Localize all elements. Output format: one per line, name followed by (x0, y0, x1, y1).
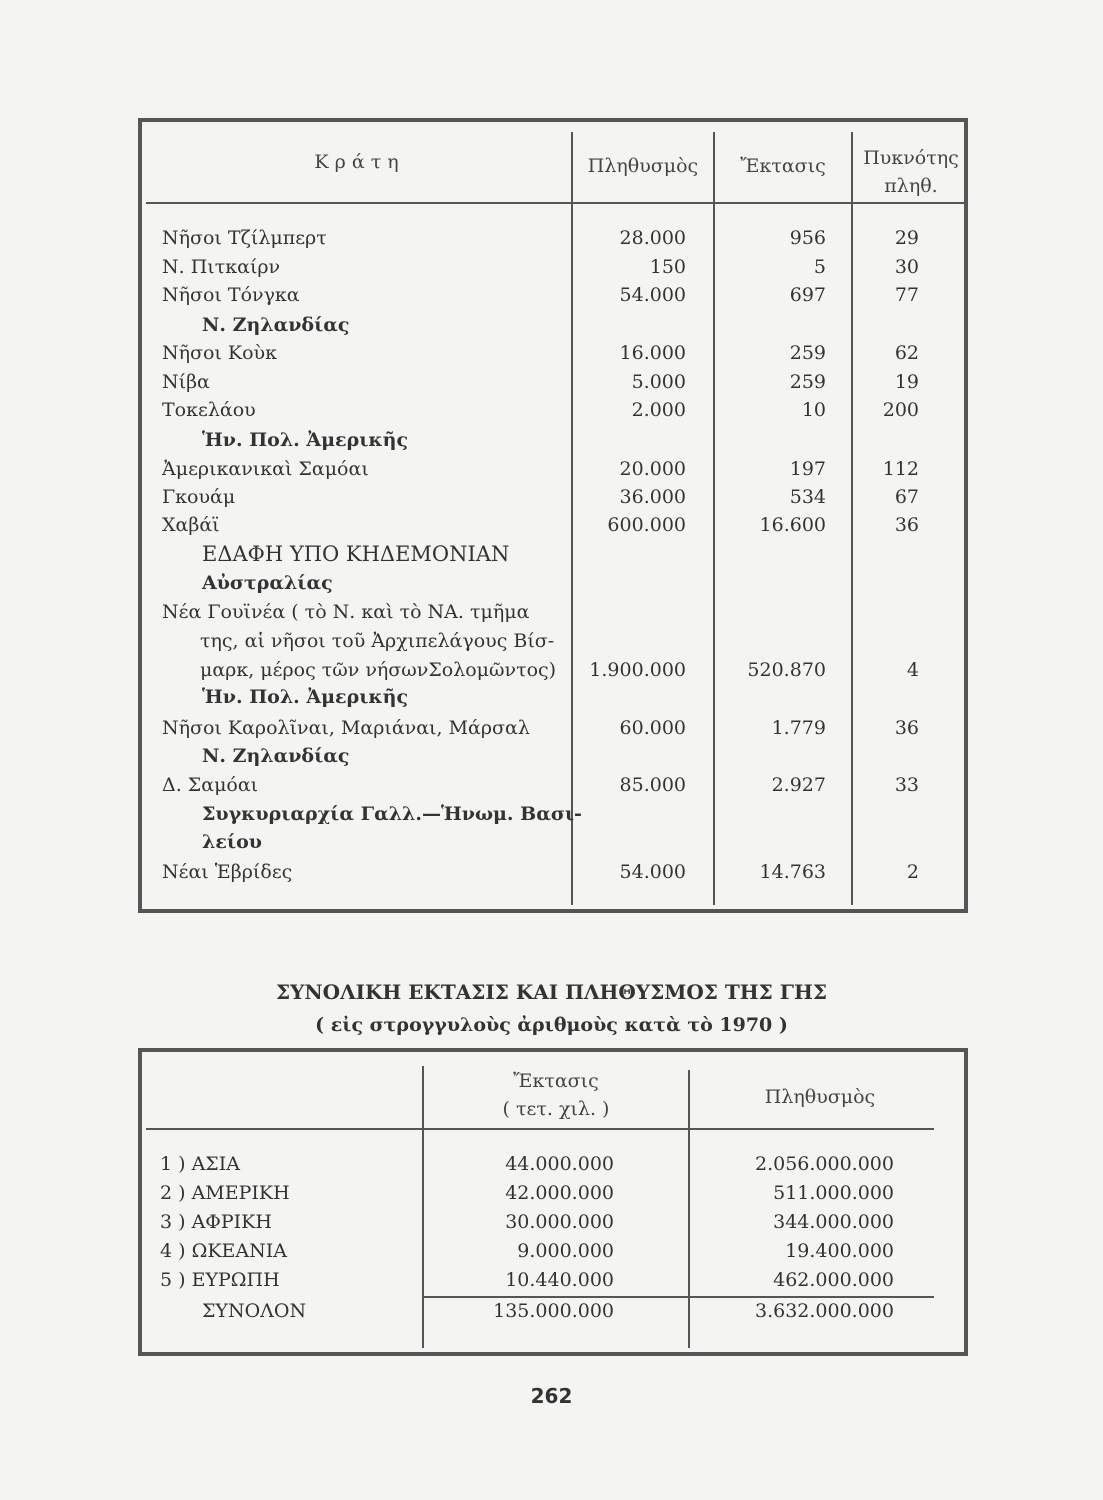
group-heading (142, 311, 964, 339)
section-subtitle: ( εἰς στρογγυλοὺς ἀριθμοὺς κατὰ τὸ 1970 ) (315, 1014, 788, 1036)
table-row (142, 598, 964, 626)
area-value: 44.000.000 (505, 1153, 614, 1175)
population-value: 344.000.000 (773, 1211, 894, 1233)
table-row (142, 455, 964, 483)
group-heading (142, 683, 964, 711)
header-area-1: Ἔκτασις (513, 1070, 599, 1092)
density-value: 77 (894, 284, 919, 306)
area-value: 697 (789, 284, 826, 306)
state-name: Νῆσοι Τόνγκα (162, 284, 300, 306)
state-name: Δ. Σαμόαι (162, 774, 259, 796)
area-value: 14.763 (759, 861, 826, 883)
density-value: 29 (894, 227, 919, 249)
density-value: 19 (894, 371, 919, 393)
header-population: Πληθυσμὸς (587, 155, 699, 177)
total-label: ΣΥΝΟΛΟΝ (202, 1300, 307, 1322)
page-number: 262 (530, 1384, 573, 1408)
population-value: 85.000 (619, 774, 686, 796)
group-heading (142, 742, 964, 770)
area-value: 956 (789, 227, 826, 249)
header-divider (146, 1128, 934, 1130)
area-value: 259 (789, 371, 826, 393)
section-name: ΕΔΑΦΗ ΥΠΟ ΚΗΔΕΜΟΝΙΑΝ (202, 542, 510, 566)
territories-table (138, 118, 968, 913)
area-value: 5 (813, 256, 826, 278)
group-name: Ἡν. Πολ. Ἀμερικῆς (202, 429, 409, 451)
group-name-continued: λείου (202, 831, 262, 853)
state-name-continued: της, αἱ νῆσοι τοῦ Ἀρχιπελάγους Βίσ- (200, 630, 555, 652)
area-value: 10.440.000 (505, 1269, 614, 1291)
density-value: 67 (894, 486, 919, 508)
continent-label: 5 ) ΕΥΡΩΠΗ (160, 1269, 280, 1291)
population-value: 2.000 (631, 399, 686, 421)
table-row (142, 511, 964, 539)
population-value: 54.000 (619, 284, 686, 306)
density-value: 36 (894, 717, 919, 739)
group-name: Ν. Ζηλανδίας (202, 314, 350, 336)
header-area-2: ( τετ. χιλ. ) (502, 1098, 610, 1120)
group-heading (142, 426, 964, 454)
state-name: Χαβάϊ (162, 514, 220, 536)
area-value: 534 (789, 486, 826, 508)
continent-label: 1 ) ΑΣΙΑ (160, 1153, 240, 1175)
header-states: Κ ρ ά τ η (314, 151, 399, 173)
area-value: 10 (801, 399, 826, 421)
header-area: Ἔκτασις (740, 155, 826, 177)
table-row (142, 368, 964, 396)
table-row (142, 483, 964, 511)
population-value: 28.000 (619, 227, 686, 249)
table-row (142, 253, 964, 281)
table-row (142, 339, 964, 367)
population-value: 60.000 (619, 717, 686, 739)
area-value: 9.000.000 (517, 1240, 614, 1262)
table-row (142, 281, 964, 309)
state-name: Γκουάμ (162, 486, 236, 508)
table-row (142, 1266, 964, 1295)
table-row (142, 858, 964, 886)
table-row (142, 396, 964, 424)
population-value: 5.000 (631, 371, 686, 393)
population-value: 19.400.000 (785, 1240, 894, 1262)
population-value: 20.000 (619, 458, 686, 480)
density-value: 4 (906, 659, 919, 681)
header-divider (146, 202, 964, 204)
group-heading (142, 569, 964, 597)
continent-label: 2 ) ΑΜΕΡΙΚΗ (160, 1182, 290, 1204)
table-row-continuation (142, 656, 964, 684)
group-heading (142, 800, 964, 828)
population-value: 36.000 (619, 486, 686, 508)
group-heading-continuation (142, 828, 964, 856)
table-row (142, 714, 964, 742)
density-value: 2 (906, 861, 919, 883)
continent-label: 3 ) ΑΦΡΙΚΗ (160, 1211, 272, 1233)
table-row (142, 1150, 964, 1179)
header-density-1: Πυκνότης (863, 147, 959, 169)
area-value: 16.600 (759, 514, 826, 536)
header-population: Πληθυσμὸς (764, 1086, 876, 1108)
table-row (142, 1179, 964, 1208)
area-value: 197 (789, 458, 826, 480)
group-name: Αὐστραλίας (202, 572, 333, 594)
state-name: Νέα Γουϊνέα ( τὸ Ν. καὶ τὸ ΝΑ. τμῆμα (162, 601, 530, 623)
group-name: Συγκυριαρχία Γαλλ.—Ἡνωμ. Βασι- (202, 803, 582, 825)
population-value: 16.000 (619, 342, 686, 364)
table-row (142, 771, 964, 799)
area-value: 520.870 (747, 659, 826, 681)
area-value: 42.000.000 (505, 1182, 614, 1204)
population-value: 2.056.000.000 (754, 1153, 894, 1175)
state-name: Νίβα (162, 371, 210, 393)
table-row (142, 1237, 964, 1266)
population-value: 600.000 (607, 514, 686, 536)
state-name: Νῆσοι Καρολῖναι, Μαριάναι, Μάρσαλ (162, 717, 530, 739)
state-name: Ἀμερικανικαὶ Σαμόαι (162, 458, 369, 480)
area-value: 30.000.000 (505, 1211, 614, 1233)
total-row (142, 1297, 964, 1326)
state-name: Νῆσοι Κοὺκ (162, 342, 277, 364)
world-totals-table (138, 1048, 968, 1356)
continent-label: 4 ) ΩΚΕΑΝΙΑ (160, 1240, 287, 1262)
density-value: 200 (882, 399, 919, 421)
state-name: Ν. Πιτκαίρν (162, 256, 281, 278)
table-row (142, 1208, 964, 1237)
population-value: 1.900.000 (589, 659, 686, 681)
population-value: 462.000.000 (773, 1269, 894, 1291)
area-value: 259 (789, 342, 826, 364)
total-population-value: 3.632.000.000 (754, 1300, 894, 1322)
density-value: 36 (894, 514, 919, 536)
population-value: 54.000 (619, 861, 686, 883)
total-area-value: 135.000.000 (493, 1300, 614, 1322)
density-value: 62 (894, 342, 919, 364)
section-heading (142, 540, 964, 568)
state-name: Νέαι Ἑβρίδες (162, 861, 293, 883)
density-value: 30 (894, 256, 919, 278)
state-name-continued: μαρκ, μέρος τῶν νήσωνΣολομῶντος) (200, 659, 557, 681)
section-title: ΣΥΝΟΛΙΚΗ ΕΚΤΑΣΙΣ ΚΑΙ ΠΛΗΘΥΣΜΟΣ ΤΗΣ ΓΗΣ (275, 980, 827, 1004)
group-name: Ν. Ζηλανδίας (202, 745, 350, 767)
header-density-2: πληθ. (884, 175, 938, 197)
state-name: Νῆσοι Τζίλμπερτ (162, 227, 327, 249)
density-value: 33 (894, 774, 919, 796)
table-row-continuation (142, 627, 964, 655)
population-value: 511.000.000 (773, 1182, 894, 1204)
table-row (142, 224, 964, 252)
density-value: 112 (882, 458, 919, 480)
state-name: Τοκελάου (162, 399, 256, 421)
group-name: Ἡν. Πολ. Ἀμερικῆς (202, 686, 409, 708)
population-value: 150 (649, 256, 686, 278)
area-value: 2.927 (771, 774, 826, 796)
area-value: 1.779 (771, 717, 826, 739)
